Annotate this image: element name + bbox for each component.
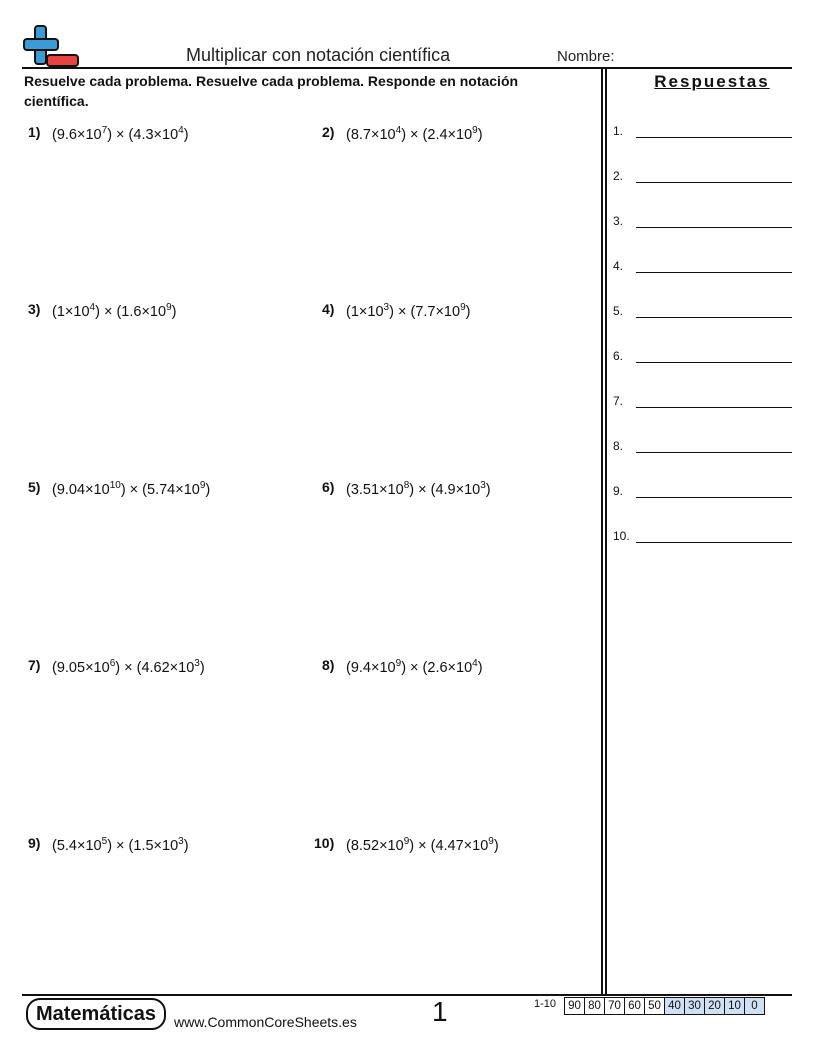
problem-number: 6): [322, 479, 335, 495]
score-cell: 90: [565, 998, 585, 1015]
footer-rule: [22, 994, 792, 996]
problem-expression: $(9.6\times 10^7) \times (4.3\times 10^4)$: [52, 125, 189, 143]
answer-number: 7.: [613, 394, 624, 408]
answer-number: 6.: [613, 349, 624, 363]
score-cell: 20: [705, 998, 725, 1015]
answer-number: 10.: [613, 529, 630, 543]
answer-row: [613, 484, 793, 504]
problem-expression: $(8.7\times 10^4) \times (2.4\times 10^9)$: [346, 125, 483, 143]
problem-number: 7): [28, 657, 41, 673]
score-cell: 70: [605, 998, 625, 1015]
column-divider: [605, 68, 607, 994]
header-rule: [22, 67, 792, 69]
problem-number: 9): [28, 835, 41, 851]
answer-blank[interactable]: [636, 497, 792, 498]
problem-expression: $(1\times 10^3) \times (7.7\times 10^9)$: [346, 302, 471, 320]
answer-number: 9.: [613, 484, 624, 498]
problem-expression: $(9.04\times 10^{10}) \times (5.74\times 10^9)$: [52, 480, 211, 498]
instructions: Resuelve cada problema. Resuelve cada problema. Responde en notación científica.: [24, 73, 519, 109]
answer-number: 4.: [613, 259, 624, 273]
worksheet-title: Multiplicar con notación científica: [186, 45, 451, 65]
problem-number: 5): [28, 479, 41, 495]
problem-number: 2): [322, 124, 335, 140]
answer-blank[interactable]: [636, 542, 792, 543]
answer-blank[interactable]: [636, 452, 792, 453]
problem-expression: $(8.52\times 10^9) \times (4.47\times 10^9)$: [346, 836, 499, 854]
answer-number: 5.: [613, 304, 624, 318]
problem-expression: $(3.51\times 10^8) \times (4.9\times 10^3)$: [346, 480, 491, 498]
score-range-label: 1-10: [534, 998, 557, 1010]
website-link[interactable]: www.CommonCoreSheets.es: [174, 1014, 357, 1030]
answer-row: [613, 259, 793, 279]
problem-expression: $(9.4\times 10^9) \times (2.6\times 10^4)$: [346, 658, 483, 676]
answer-number: 8.: [613, 439, 624, 453]
answer-row: [613, 304, 793, 324]
answer-number: 2.: [613, 169, 624, 183]
name-label: Nombre:: [557, 48, 615, 65]
score-table: [564, 997, 765, 1015]
page-number: 1: [432, 996, 448, 1027]
answer-row: [613, 529, 793, 549]
answer-blank[interactable]: [636, 227, 792, 228]
score-cell: 30: [685, 998, 705, 1015]
answer-row: [613, 439, 793, 459]
answer-row: [613, 394, 793, 414]
score-cell: 60: [625, 998, 645, 1015]
problem-expression: $(1\times 10^4) \times (1.6\times 10^9)$: [52, 302, 177, 320]
score-cell: 80: [585, 998, 605, 1015]
score-cell: 10: [725, 998, 745, 1015]
answer-blank[interactable]: [636, 407, 792, 408]
answer-blank[interactable]: [636, 317, 792, 318]
answer-number: 3.: [613, 214, 624, 228]
column-divider: [601, 68, 603, 994]
problem-number: 3): [28, 301, 41, 317]
answer-blank[interactable]: [636, 272, 792, 273]
brand-badge: Matemáticas: [26, 998, 166, 1030]
answer-blank[interactable]: [636, 182, 792, 183]
answer-row: [613, 169, 793, 189]
answer-number: 1.: [613, 124, 624, 138]
score-cell: 50: [645, 998, 665, 1015]
answer-row: [613, 214, 793, 234]
plus-minus-logo-icon: [22, 24, 80, 70]
problem-number: 4): [322, 301, 335, 317]
problem-number: 10): [314, 835, 335, 851]
problem-number: 1): [28, 124, 41, 140]
answer-blank[interactable]: [636, 137, 792, 138]
problem-expression: $(9.05\times 10^6) \times (4.62\times 10^3)$: [52, 658, 205, 676]
answer-row: [613, 124, 793, 144]
score-cell: 0: [745, 998, 765, 1015]
score-cell: 40: [665, 998, 685, 1015]
answers-title: Respuestas: [654, 72, 770, 91]
problem-expression: $(5.4\times 10^5) \times (1.5\times 10^3)$: [52, 836, 189, 854]
answer-blank[interactable]: [636, 362, 792, 363]
problem-number: 8): [322, 657, 335, 673]
answer-row: [613, 349, 793, 369]
